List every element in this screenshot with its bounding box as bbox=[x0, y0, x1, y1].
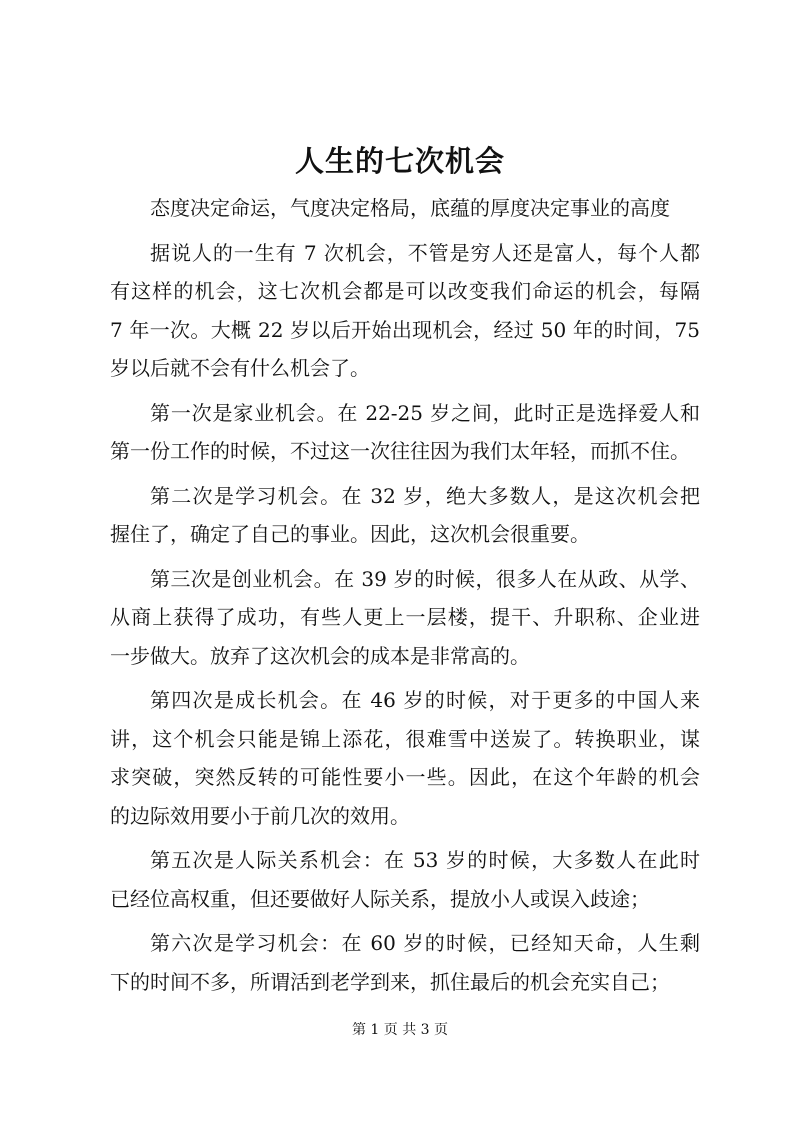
paragraph-line: 从商上获得了成功，有些人更上一层楼，提干、升职称、企业进 bbox=[110, 605, 700, 629]
paragraph-line: 第四次是成长机会。在 46 岁的时候，对于更多的中国人来 bbox=[150, 688, 700, 712]
paragraph bbox=[110, 234, 700, 388]
paragraph-line: 第三次是创业机会。在 39 岁的时候，很多人在从政、从学、 bbox=[150, 566, 700, 591]
paragraph-line: 据说人的一生有 7 次机会，不管是穷人还是富人，每个人都 bbox=[150, 240, 700, 265]
document-body bbox=[110, 189, 700, 1007]
paragraph bbox=[110, 477, 700, 554]
paragraph bbox=[110, 189, 700, 228]
paragraph-line: 讲，这个机会只能是锦上添花，很难雪中送炭了。转换职业，谋 bbox=[110, 726, 700, 751]
paragraph-line: 态度决定命运，气度决定格局，底蕴的厚度决定事业的高度 bbox=[150, 196, 670, 220]
paragraph-line: 下的时间不多，所谓活到老学到来，抓住最后的机会充实自己； bbox=[110, 969, 670, 994]
paragraph-line: 的边际效用要小于前几次的效用。 bbox=[110, 803, 410, 828]
page-footer: 第 1 页 共 3 页 bbox=[351, 1022, 449, 1038]
paragraph-line: 握住了，确定了自己的事业。因此，这次机会很重要。 bbox=[110, 522, 590, 546]
document-title: 人生的七次机会 bbox=[294, 144, 505, 178]
paragraph bbox=[110, 681, 700, 835]
paragraph-line: 一步做大。放弃了这次机会的成本是非常高的。 bbox=[110, 643, 530, 668]
paragraph-line: 有这样的机会，这七次机会都是可以改变我们命运的机会，每隔 bbox=[110, 279, 700, 303]
paragraph bbox=[110, 841, 700, 918]
paragraph-line: 求突破，突然反转的可能性要小一些。因此，在这个年龄的机会 bbox=[110, 765, 700, 789]
paragraph-line: 第一份工作的时候，不过这一次往往因为我们太年轻，而抓不住。 bbox=[110, 439, 690, 463]
paragraph bbox=[110, 394, 700, 471]
paragraph-line: 第五次是人际关系机会：在 53 岁的时候，大多数人在此时 bbox=[150, 848, 700, 872]
paragraph-line: 岁以后就不会有什么机会了。 bbox=[110, 356, 370, 380]
paragraph-line: 第二次是学习机会。在 32 岁，绝大多数人，是这次机会把 bbox=[150, 483, 700, 508]
paragraph bbox=[110, 560, 700, 676]
paragraph-line: 第一次是家业机会。在 22-25 岁之间，此时正是选择爱人和 bbox=[150, 400, 700, 425]
paragraph-line: 第六次是学习机会：在 60 岁的时候，已经知天命，人生剩 bbox=[150, 931, 700, 955]
paragraph bbox=[110, 924, 700, 1001]
paragraph-line: 已经位高权重，但还要做好人际关系，提放小人或误入歧途； bbox=[110, 886, 650, 911]
paragraph-line: 7 年一次。大概 22 岁以后开始出现机会，经过 50 年的时间，75 bbox=[110, 317, 700, 342]
